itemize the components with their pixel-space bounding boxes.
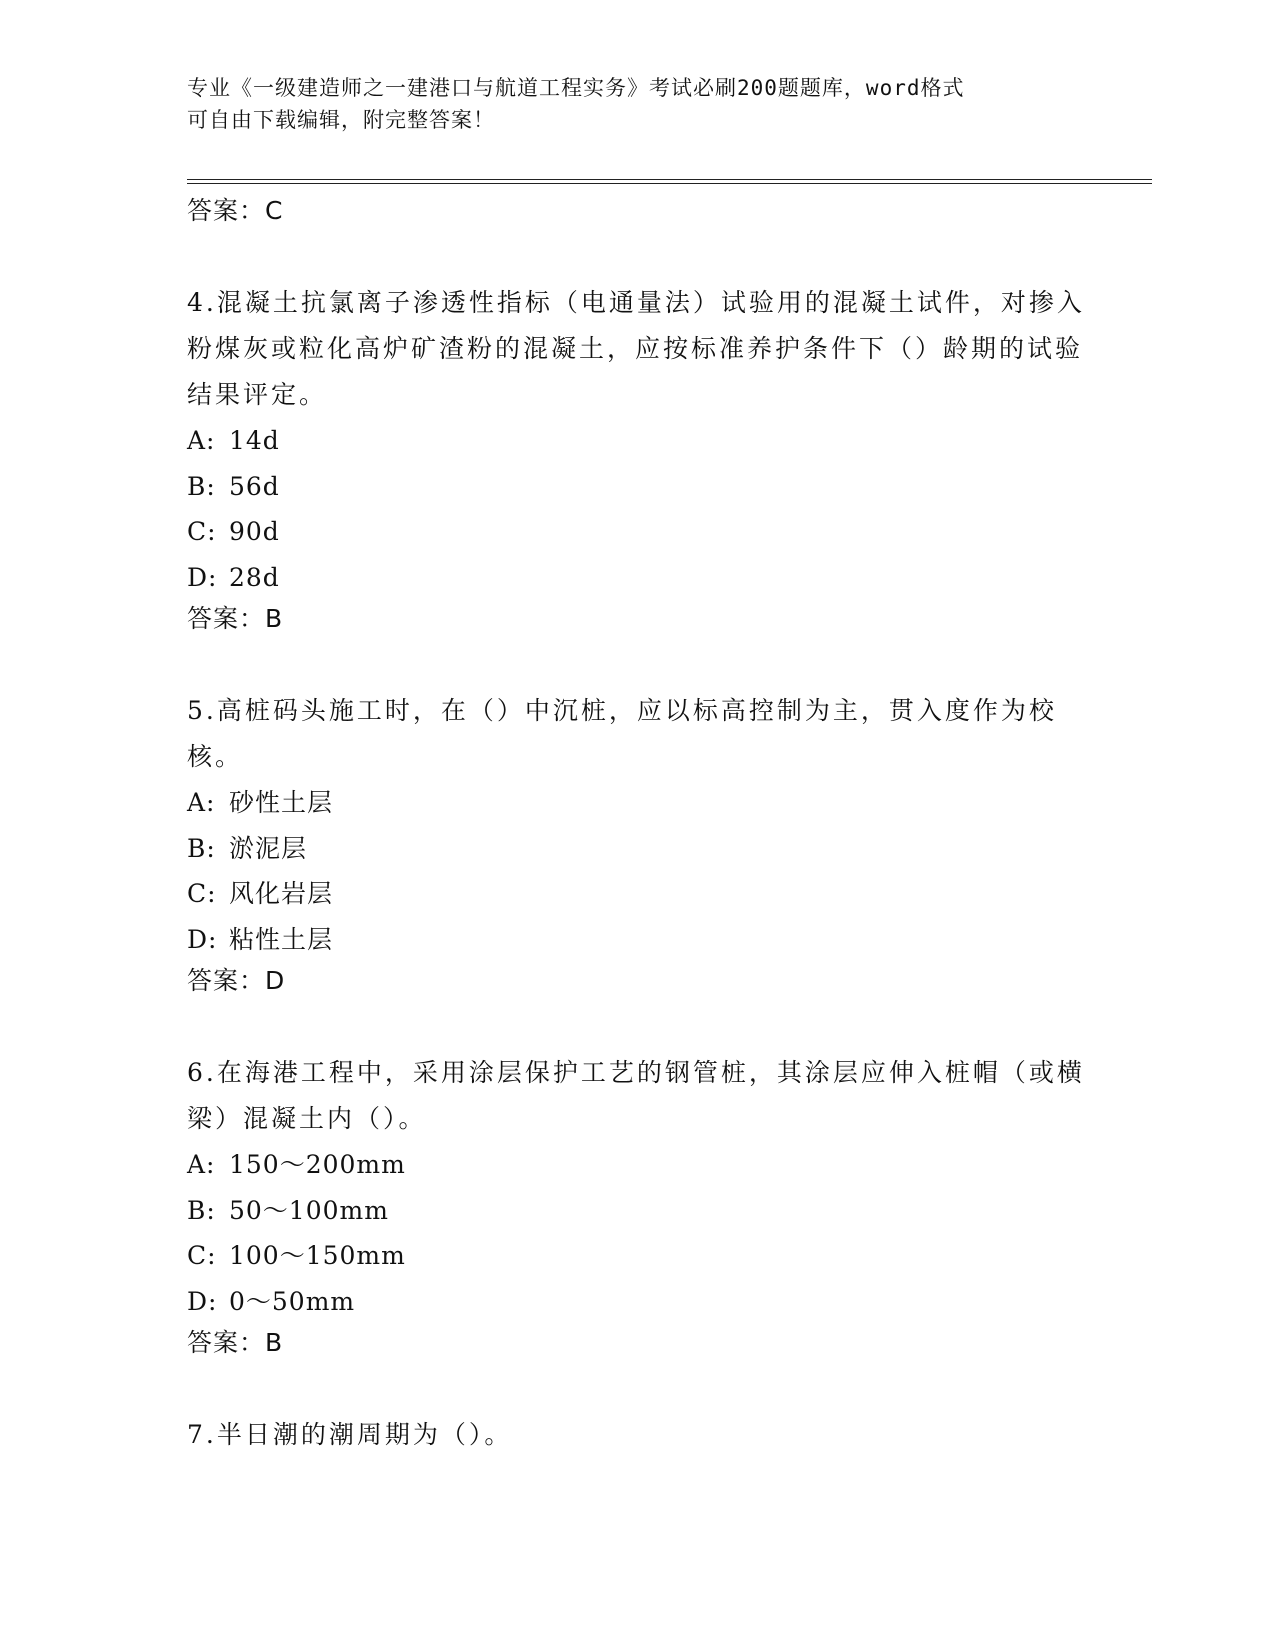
option-label: A: — [187, 426, 216, 455]
header-divider-top — [187, 179, 1152, 180]
option-text: 14d — [229, 426, 280, 455]
option-b — [187, 1188, 1087, 1234]
question-list — [187, 192, 1087, 1458]
header-divider-bottom — [187, 183, 1152, 184]
option-text: 90d — [229, 517, 280, 546]
option-c — [187, 509, 1087, 555]
option-text: 150～200mm — [229, 1150, 406, 1179]
document-header — [187, 72, 1087, 136]
question-4 — [187, 280, 1087, 638]
option-c — [187, 871, 1087, 917]
option-text: 砂性土层 — [229, 788, 334, 817]
question-text: 5.高桩码头施工时，在（）中沉桩，应以标高控制为主，贯入度作为校核。 — [187, 696, 1057, 771]
option-label: B: — [187, 833, 216, 863]
answer-line: 答案：B — [187, 604, 284, 633]
option-label: C: — [187, 517, 217, 546]
header-line-2: 可自由下载编辑，附完整答案！ — [187, 108, 495, 132]
option-label: A: — [187, 1150, 216, 1179]
option-a — [187, 418, 1087, 464]
option-text: 风化岩层 — [229, 879, 334, 908]
option-a — [187, 1142, 1087, 1188]
option-label: B: — [187, 1195, 216, 1225]
option-d — [187, 917, 1087, 963]
option-d — [187, 555, 1087, 601]
option-a — [187, 780, 1087, 826]
option-b — [187, 464, 1087, 510]
option-label: B: — [187, 471, 216, 501]
question-text: 6.在海港工程中，采用涂层保护工艺的钢管桩，其涂层应伸入桩帽（或横梁）混凝土内（）。 — [187, 1058, 1085, 1133]
option-label: D: — [187, 924, 218, 954]
header-line-1: 专业《一级建造师之一建港口与航道工程实务》考试必刷200题题库，word格式 — [187, 76, 965, 100]
option-label: A: — [187, 788, 216, 817]
option-text: 0～50mm — [229, 1286, 356, 1316]
question-7 — [187, 1412, 1087, 1458]
answer-line: 答案：C — [187, 196, 284, 225]
option-label: D: — [187, 562, 218, 592]
option-d — [187, 1279, 1087, 1325]
question-6 — [187, 1050, 1087, 1362]
option-c — [187, 1233, 1087, 1279]
option-text: 28d — [229, 562, 280, 592]
option-label: C: — [187, 1241, 217, 1270]
option-b — [187, 826, 1087, 872]
option-text: 50～100mm — [229, 1195, 389, 1225]
option-label: C: — [187, 879, 217, 908]
option-text: 淤泥层 — [229, 833, 308, 863]
option-label: D: — [187, 1286, 218, 1316]
answer-line: 答案：B — [187, 1328, 284, 1357]
option-text: 56d — [229, 471, 280, 501]
question-text: 4.混凝土抗氯离子渗透性指标（电通量法）试验用的混凝土试件，对掺入粉煤灰或粒化高炉矿渣粉的混凝土，应按标准养护条件下（）龄期的试验结果评定。 — [187, 288, 1085, 409]
answer-line: 答案：D — [187, 966, 286, 995]
question-text: 7.半日潮的潮周期为（）。 — [187, 1420, 513, 1449]
option-text: 粘性土层 — [229, 924, 334, 954]
question-5 — [187, 688, 1087, 1000]
option-text: 100～150mm — [229, 1241, 406, 1270]
